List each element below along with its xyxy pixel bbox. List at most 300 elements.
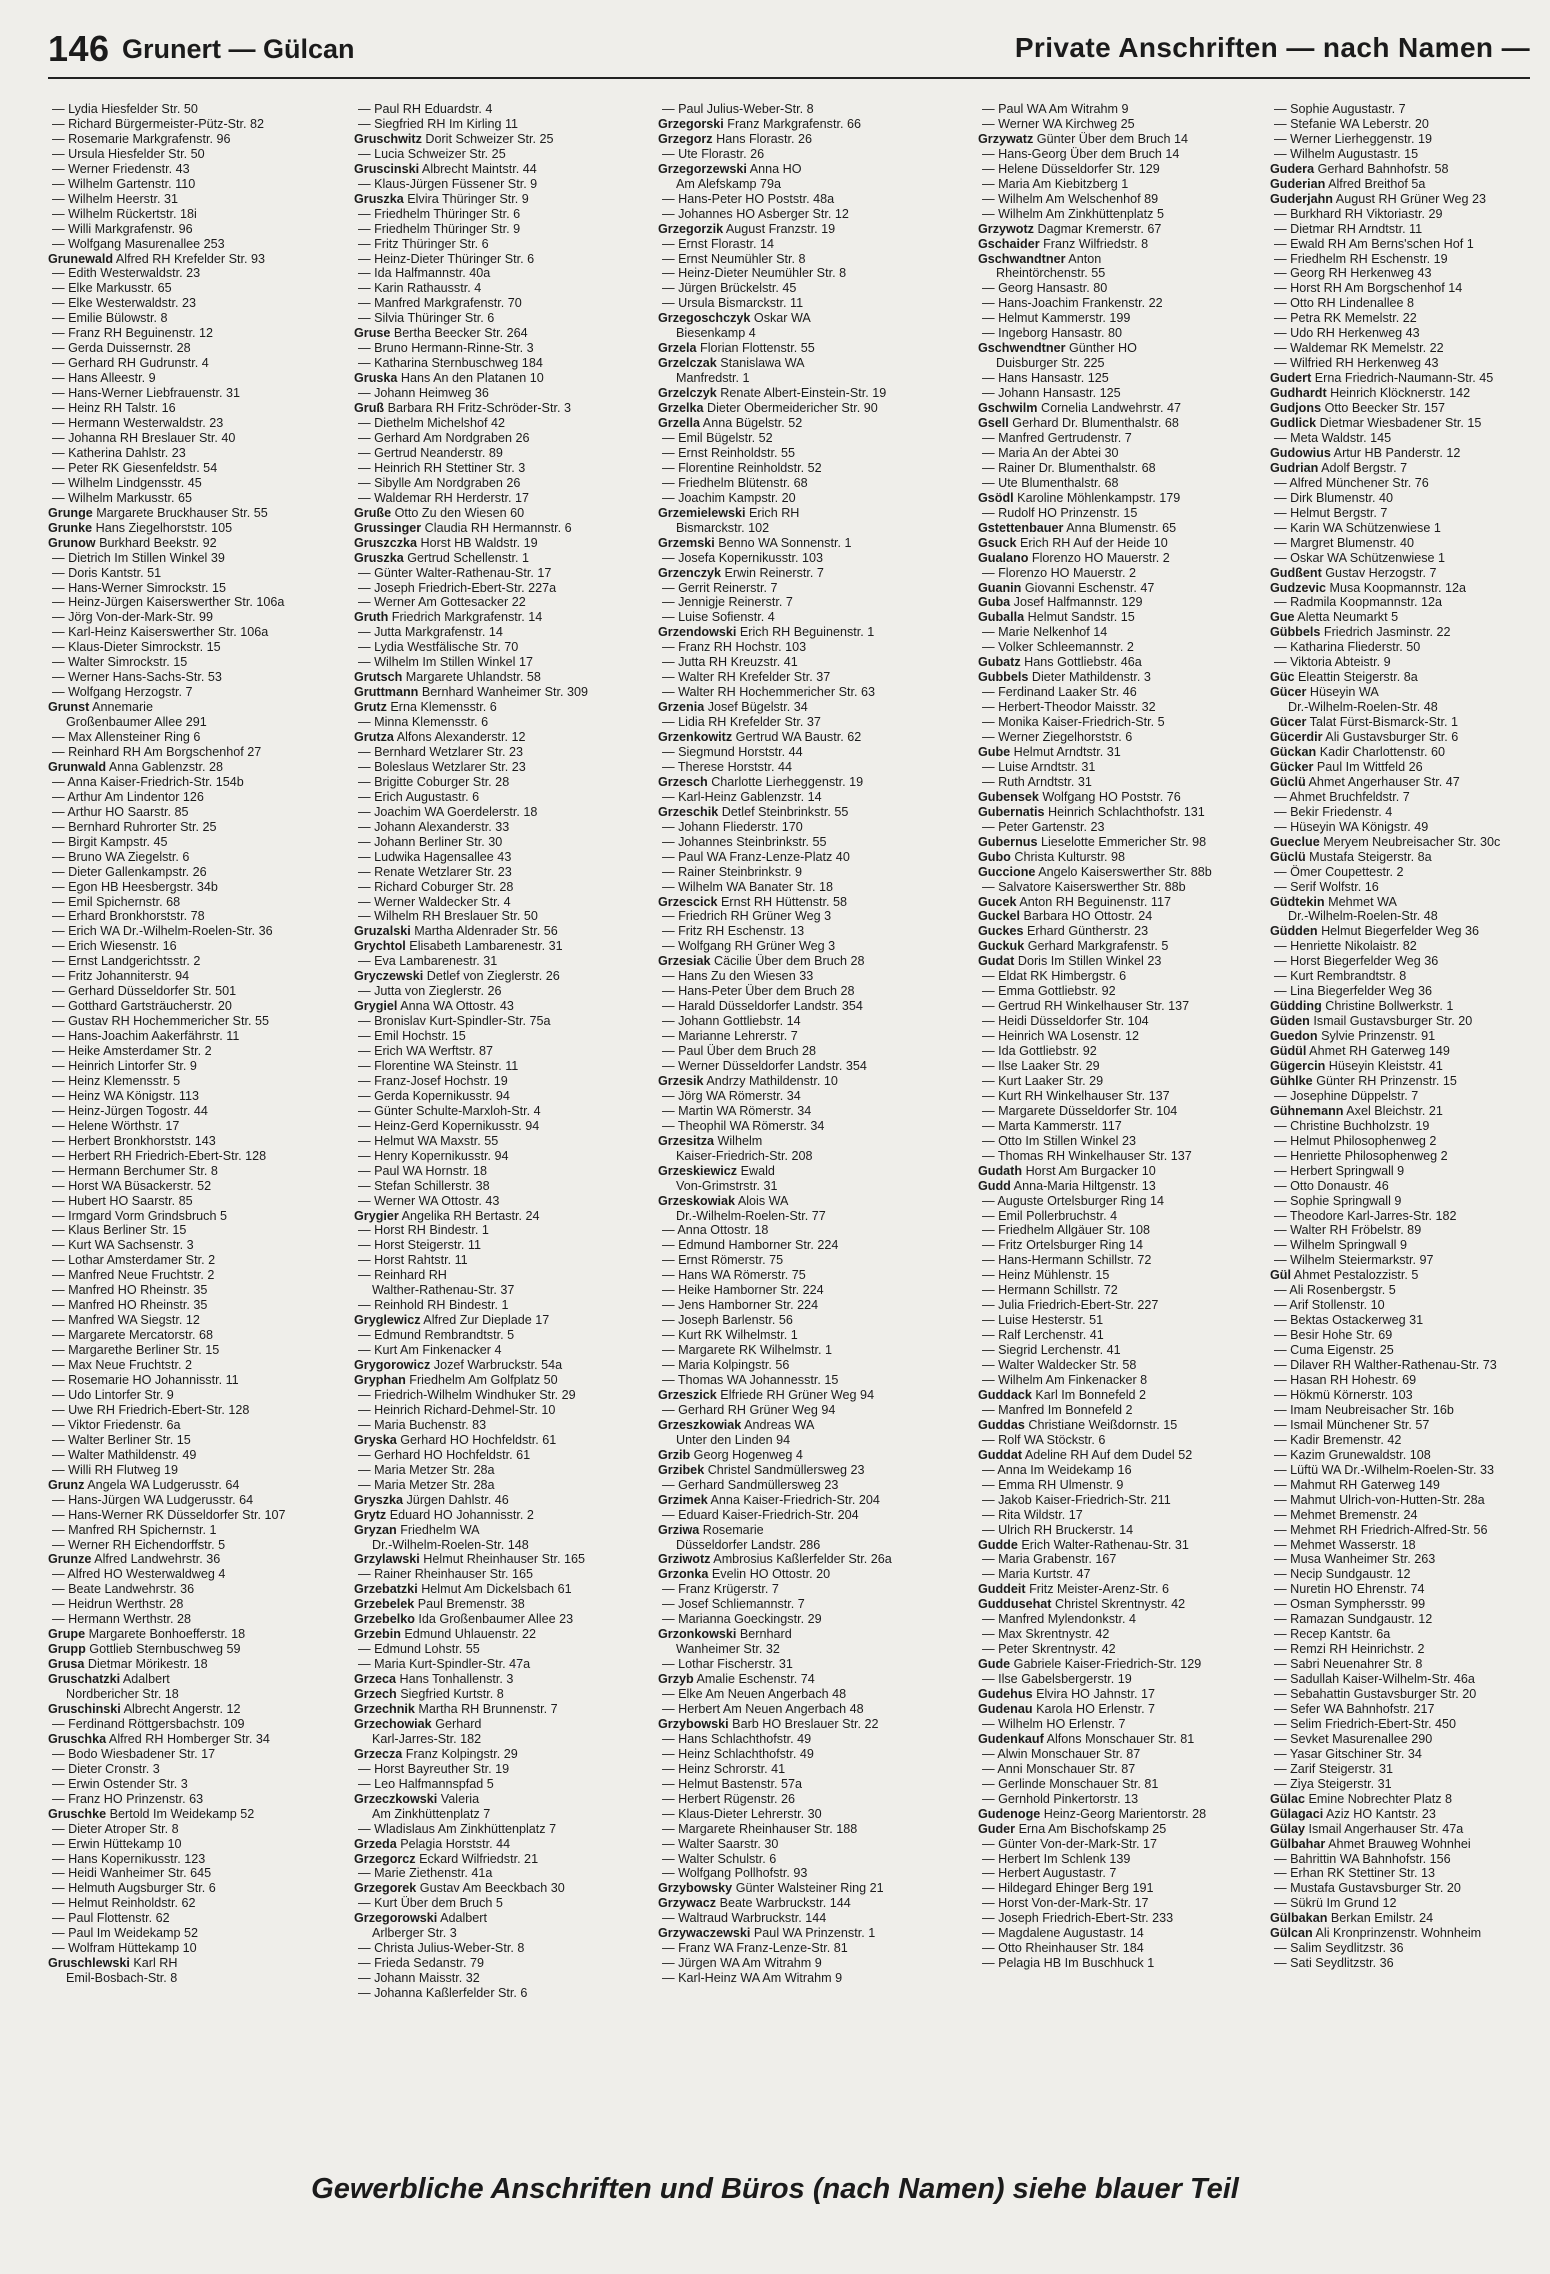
surname: Gucek (978, 894, 1017, 909)
surname: Gücerdir (1270, 730, 1323, 745)
directory-entry: Gryczewski Detlef von Zieglerstr. 26 (354, 969, 560, 984)
directory-entry: Gülbahar Ahmet Brauweg Wohnhei (1270, 1836, 1471, 1851)
directory-entry: — Paul Julius-Weber-Str. 8 (662, 102, 814, 116)
directory-entry: — Kurt WA Sachsenstr. 3 (52, 1238, 194, 1253)
directory-entry: — Kurt Rembrandtstr. 8 (1274, 969, 1407, 984)
surname: Grupp (48, 1642, 86, 1657)
directory-entry: Grunewald Alfred RH Krefelder Str. 93 (48, 251, 265, 266)
directory-entry: — Richard Coburger Str. 28 (358, 879, 514, 894)
directory-entry: Guckes Erhard Güntherstr. 23 (978, 924, 1149, 939)
directory-entry: — Fritz Johanniterstr. 94 (52, 969, 190, 984)
directory-entry: — Gustav RH Hochemmericher Str. 55 (52, 1014, 269, 1029)
directory-entry: Grzenkowitz Gertrud WA Baustr. 62 (658, 730, 862, 745)
directory-entry: — Johanna RH Breslauer Str. 40 (52, 430, 236, 445)
directory-entry: — Wilhelm Heerstr. 31 (52, 191, 178, 206)
surname: Guba (978, 595, 1011, 610)
directory-entry: — Boleslaus Wetzlarer Str. 23 (358, 759, 526, 774)
directory-entry: Grzonka Evelin HO Ottostr. 20 (658, 1567, 831, 1582)
directory-entry: — Remzi RH Heinrichstr. 2 (1274, 1642, 1425, 1657)
directory-entry: Guddusehat Christel Skrentnystr. 42 (978, 1597, 1186, 1612)
directory-entry: — Bodo Wiesbadener Str. 17 (52, 1746, 216, 1761)
directory-entry: — Heike Hamborner Str. 224 (662, 1283, 824, 1298)
surname: Gruschwitz (354, 131, 422, 146)
directory-entry: — Erwin Hüttekamp 10 (52, 1836, 182, 1851)
directory-entry: Grutza Alfons Alexanderstr. 12 (354, 730, 526, 745)
directory-entry: Grzelka Dieter Obermeidericher Str. 90 (658, 401, 878, 416)
directory-entry: Gücer Talat Fürst-Bismarck-Str. 1 (1270, 715, 1459, 730)
directory-entry: Großenbaumer Allee 291 (66, 715, 207, 730)
directory-entry: Grzegorski Franz Markgrafenstr. 66 (658, 116, 861, 131)
directory-entry: — Alfred Münchener Str. 76 (1274, 475, 1429, 490)
surname: Grzelczak (658, 356, 717, 371)
directory-entry: — Horst RH Am Borgschenhof 14 (1274, 281, 1463, 296)
directory-entry: — Katharina Fliederstr. 50 (1274, 640, 1421, 655)
directory-entry: — Lydia Westfälische Str. 70 (358, 640, 519, 655)
directory-entry: — Josef Schliemannstr. 7 (662, 1597, 805, 1612)
directory-entry: Grzimek Anna Kaiser-Friedrich-Str. 204 (658, 1492, 880, 1507)
surname: Gsell (978, 416, 1009, 431)
directory-entry: — Heinrich Lintorfer Str. 9 (52, 1059, 197, 1073)
directory-column-1 (48, 102, 358, 2157)
directory-entry: — Luise Arndtstr. 31 (982, 759, 1096, 774)
directory-entry: Gryglewicz Alfred Zur Dieplade 17 (354, 1313, 550, 1328)
surname: Grzechowiak (354, 1716, 432, 1731)
surname: Grzybowsky (658, 1881, 733, 1896)
directory-entry: — Wilhelm Am Welschenhof 89 (982, 191, 1159, 206)
directory-entry: — Rudolf HO Prinzenstr. 15 (982, 505, 1138, 520)
directory-entry: Grziwotz Ambrosius Kaßlerfelder Str. 26a (658, 1552, 892, 1567)
directory-entry: — Margarete Düsseldorfer Str. 104 (982, 1103, 1178, 1118)
directory-entry: Gruschke Bertold Im Weidekamp 52 (48, 1806, 255, 1821)
directory-entry: — Franz-Josef Hochstr. 19 (358, 1073, 508, 1088)
surname: Guccione (978, 864, 1036, 879)
surname: Gudhardt (1270, 386, 1327, 401)
directory-entry: Grzeschik Detlef Steinbrinkstr. 55 (658, 804, 849, 819)
directory-entry: — Joseph Barlenstr. 56 (662, 1313, 793, 1328)
directory-entry: — Thomas RH Winkelhauser Str. 137 (982, 1148, 1192, 1163)
directory-entry: Dr.-Wilhelm-Roelen-Str. 48 (1288, 700, 1438, 715)
directory-entry: Grunz Angela WA Ludgerusstr. 64 (48, 1477, 240, 1492)
directory-entry: — Hans-Hermann Schillstr. 72 (982, 1253, 1152, 1268)
directory-entry: Guckel Barbara HO Ottostr. 24 (978, 909, 1153, 924)
directory-entry: — Günter Walter-Rathenau-Str. 17 (358, 565, 552, 580)
directory-entry: — Sophie Springwall 9 (1274, 1193, 1402, 1208)
surname: Grzegorski (658, 116, 724, 131)
directory-entry: Grzela Florian Flottenstr. 55 (658, 341, 815, 356)
surname: Grusa (48, 1657, 85, 1672)
directory-entry: — Fritz RH Eschenstr. 13 (662, 924, 805, 939)
directory-entry: Gualano Florenzo HO Mauerstr. 2 (978, 550, 1170, 565)
directory-entry: — Heinz RH Talstr. 16 (52, 401, 176, 416)
directory-entry: — Kazim Grunewaldstr. 108 (1274, 1447, 1431, 1462)
directory-entry: — Gerhard RH Gudrunstr. 4 (52, 356, 209, 371)
surname: Grzeca (354, 1672, 397, 1687)
directory-entry: Gülbakan Berkan Emilstr. 24 (1270, 1911, 1434, 1926)
directory-entry: — Marianna Goeckingstr. 29 (662, 1612, 822, 1627)
directory-entry: Gücker Paul Im Wittfeld 26 (1270, 759, 1423, 774)
directory-entry: — Sükrü Im Grund 12 (1274, 1896, 1397, 1911)
surname: Grzescick (658, 894, 718, 909)
directory-entry: Grzenia Josef Bügelstr. 34 (658, 700, 808, 715)
directory-entry: — Frieda Sedanstr. 79 (358, 1956, 485, 1971)
directory-entry: — Joseph Friedrich-Ebert-Str. 233 (982, 1911, 1174, 1926)
directory-entry: Gschwilm Cornelia Landwehrstr. 47 (978, 401, 1182, 416)
directory-entry: — Magdalene Augustastr. 14 (982, 1926, 1144, 1941)
surname: Gryczewski (354, 969, 424, 984)
directory-entry: Grzybowsky Günter Walsteiner Ring 21 (658, 1881, 884, 1896)
directory-entry: — Franz HO Prinzenstr. 63 (52, 1791, 204, 1806)
directory-entry: — Herbert Augustastr. 7 (982, 1866, 1117, 1881)
directory-column-5 (1270, 102, 1526, 2157)
directory-entry: — Karin Rathausstr. 4 (358, 281, 482, 296)
surname: Gruschke (48, 1806, 107, 1821)
directory-entry: Gücer Hüseyin WA (1270, 685, 1379, 700)
directory-entry: Güdden Helmut Biegerfelder Weg 36 (1270, 924, 1480, 939)
directory-entry: Grzech Siegfried Kurtstr. 8 (354, 1687, 504, 1702)
surname: Grunge (48, 505, 93, 520)
surname: Grussinger (354, 520, 422, 535)
surname: Gücer (1270, 685, 1307, 700)
surname: Gühlke (1270, 1073, 1313, 1088)
directory-entry: Guddas Christiane Weißdornstr. 15 (978, 1417, 1178, 1432)
directory-entry: — Luise Sofienstr. 4 (662, 610, 775, 625)
directory-entry: Gückan Kadir Charlottenstr. 60 (1270, 744, 1446, 759)
surname: Grzybowski (658, 1716, 729, 1731)
directory-entry: Arlberger Str. 3 (372, 1926, 457, 1941)
surname: Grzendowski (658, 625, 737, 640)
directory-entry: — Heidi Wanheimer Str. 645 (52, 1866, 212, 1881)
directory-entry: Grzesch Charlotte Lierheggenstr. 19 (658, 774, 864, 789)
surname: Gudenau (978, 1701, 1033, 1716)
directory-entry: — Elke Markusstr. 65 (52, 281, 172, 296)
surname: Grzonka (658, 1567, 709, 1582)
directory-entry: — Rolf WA Stöckstr. 6 (982, 1432, 1106, 1447)
directory-entry: — Willi Markgrafenstr. 96 (52, 221, 193, 236)
directory-entry: — Johann Hansastr. 125 (982, 386, 1121, 401)
directory-entry: — Werner Am Gottesacker 22 (358, 595, 526, 610)
surname: Grzenkowitz (658, 730, 733, 745)
directory-entry: — Paul WA Franz-Lenze-Platz 40 (662, 849, 850, 864)
directory-entry: — Hans Hansastr. 125 (982, 371, 1109, 386)
directory-entry: — Karl-Heinz Kaiserswerther Str. 106a (52, 625, 269, 640)
directory-entry: — Necip Sundgaustr. 12 (1274, 1567, 1411, 1582)
directory-entry: — Hans Zu den Wiesen 33 (662, 969, 814, 984)
directory-entry: — Sophie Augustastr. 7 (1274, 102, 1406, 116)
directory-entry: Gruzalski Martha Aldenrader Str. 56 (354, 924, 558, 939)
surname: Grunz (48, 1477, 85, 1492)
directory-entry: — Lothar Fischerstr. 31 (662, 1657, 793, 1672)
directory-entry: — Johann Berliner Str. 30 (358, 834, 503, 849)
surname: Grzegorcz (354, 1851, 416, 1866)
directory-entry: — Rita Wildstr. 17 (982, 1507, 1083, 1522)
directory-entry: — Salim Seydlitzstr. 36 (1274, 1941, 1404, 1956)
surname: Guckes (978, 924, 1024, 939)
directory-entry: — Margarete Rheinhauser Str. 188 (662, 1821, 858, 1836)
surname: Güclü (1270, 849, 1306, 864)
directory-entry: — Wilhelm Im Stillen Winkel 17 (358, 655, 533, 670)
directory-entry: — Gerrit Reinerstr. 7 (662, 580, 778, 595)
directory-entry: — Heinz Schlachthofstr. 49 (662, 1746, 814, 1761)
directory-entry: — Manfred WA Siegstr. 12 (52, 1313, 200, 1328)
directory-entry: — Kurt Am Finkenacker 4 (358, 1343, 502, 1358)
directory-entry: — Florenzo HO Mauerstr. 2 (982, 565, 1136, 580)
directory-entry: — Heinz-Dieter Thüringer Str. 6 (358, 251, 535, 266)
directory-entry: Dr.-Wilhelm-Roelen-Str. 148 (372, 1537, 529, 1552)
surname: Gstettenbauer (978, 520, 1064, 535)
directory-entry: — Eva Lambarenestr. 31 (358, 954, 498, 969)
directory-entry: — Ingeborg Hansastr. 80 (982, 326, 1123, 341)
directory-entry: — Anna Kaiser-Friedrich-Str. 154b (52, 774, 244, 789)
directory-entry: — Werner Friedenstr. 43 (52, 161, 190, 176)
surname: Grzenia (658, 700, 705, 715)
directory-entry: — Erich WA Dr.-Wilhelm-Roelen-Str. 36 (52, 924, 273, 939)
directory-entry: — Hans-Werner Liebfrauenstr. 31 (52, 386, 241, 401)
surname: Gue (1270, 610, 1295, 625)
directory-entry: Gruska Hans An den Platanen 10 (354, 371, 544, 386)
directory-entry: Gruschinski Albrecht Angerstr. 12 (48, 1701, 241, 1716)
surname: Guddat (978, 1447, 1023, 1462)
directory-entry: — Rainer Rheinhauser Str. 165 (358, 1567, 534, 1582)
directory-entry: — Lydia Hiesfelder Str. 50 (52, 102, 198, 116)
surname: Gudjons (1270, 401, 1322, 416)
directory-entry: — Ewald RH Am Berns'schen Hof 1 (1274, 236, 1474, 251)
directory-entry: — Ernst Neumühler Str. 8 (662, 251, 806, 266)
directory-entry: Grzib Georg Hogenweg 4 (658, 1447, 803, 1462)
directory-entry: — Reinhard RH Am Borgschenhof 27 (52, 744, 262, 759)
directory-entry: Guderian Alfred Breithof 5a (1270, 176, 1426, 191)
surname: Gudlick (1270, 416, 1317, 431)
directory-entry: — Jens Hamborner Str. 224 (662, 1298, 819, 1313)
directory-entry: — Monika Kaiser-Friedrich-Str. 5 (982, 715, 1165, 730)
directory-entry: Gstettenbauer Anna Blumenstr. 65 (978, 520, 1177, 535)
directory-entry: — Marianne Lehrerstr. 7 (662, 1029, 798, 1044)
directory-entry: Gübbels Friedrich Jasminstr. 22 (1270, 625, 1451, 640)
directory-entry: — Jakob Kaiser-Friedrich-Str. 211 (982, 1492, 1171, 1507)
directory-entry: Am Alefskamp 79a (676, 176, 781, 191)
directory-entry: — Ulrich RH Bruckerstr. 14 (982, 1522, 1134, 1537)
directory-entry: — Joachim WA Goerdelerstr. 18 (358, 804, 538, 819)
directory-entry: — Hüseyin WA Königstr. 49 (1274, 819, 1429, 834)
directory-entry: — Petra RK Memelstr. 22 (1274, 311, 1417, 326)
directory-entry: — Imam Neubreisacher Str. 16b (1274, 1402, 1454, 1417)
directory-entry: — Wilhelm Am Finkenacker 8 (982, 1373, 1148, 1388)
directory-entry: — Hermann Werthstr. 28 (52, 1612, 192, 1627)
directory-entry: — Johann Heimweg 36 (358, 386, 489, 401)
directory-entry: — Meta Waldstr. 145 (1274, 430, 1392, 445)
directory-entry: — Heinrich RH Stettiner Str. 3 (358, 460, 526, 475)
surname: Grzegorzewski (658, 161, 747, 176)
surname: Güc (1270, 670, 1295, 685)
directory-entry: — Horst Steigerstr. 11 (358, 1238, 481, 1253)
directory-entry: — Dieter Atroper Str. 8 (52, 1821, 179, 1836)
surname: Grzib (658, 1447, 691, 1462)
directory-entry: — Christa Julius-Weber-Str. 8 (358, 1941, 525, 1956)
section-title: Private Anschriften — nach Namen — (1014, 32, 1530, 63)
directory-entry: Unter den Linden 94 (676, 1432, 791, 1447)
directory-entry: — Waltraud Warbruckstr. 144 (662, 1911, 827, 1926)
directory-entry: — Eldat RK Himbergstr. 6 (982, 969, 1127, 984)
directory-entry: Gude Gabriele Kaiser-Friedrich-Str. 129 (978, 1657, 1202, 1672)
directory-entry: Grzybowski Barb HO Breslauer Str. 22 (658, 1716, 879, 1731)
directory-entry: — Johann Fliederstr. 170 (662, 819, 803, 834)
surname: Guckuk (978, 939, 1025, 954)
directory-entry: — Willi RH Flutweg 19 (52, 1462, 178, 1477)
directory-entry: — Dietmar RH Arndtstr. 11 (1274, 221, 1423, 236)
surname: Grzebatzki (354, 1582, 418, 1597)
directory-entry: — Bruno Hermann-Rinne-Str. 3 (358, 341, 534, 356)
directory-entry: — Wolfram Hüttekamp 10 (52, 1941, 197, 1956)
directory-entry: — Anna Im Weidekamp 16 (982, 1462, 1132, 1477)
surname: Guballa (978, 610, 1025, 625)
surname: Gude (978, 1657, 1011, 1672)
surname: Gryglewicz (354, 1313, 421, 1328)
directory-entry: Gudera Gerhard Bahnhofstr. 58 (1270, 161, 1449, 176)
surname: Grzywacz (658, 1896, 717, 1911)
surname: Grutsch (354, 670, 403, 685)
directory-entry: — Werner WA Ottostr. 43 (358, 1193, 500, 1208)
directory-entry: Gudde Erich Walter-Rathenau-Str. 31 (978, 1537, 1189, 1552)
surname: Gudath (978, 1163, 1023, 1178)
directory-entry: — Wilhelm Springwall 9 (1274, 1238, 1407, 1253)
directory-column-3 (658, 102, 968, 2157)
directory-entry: Gue Aletta Neumarkt 5 (1270, 610, 1399, 625)
surname: Grzecza (354, 1746, 403, 1761)
directory-entry: Güclü Mustafa Steigerstr. 8a (1270, 849, 1432, 864)
directory-entry: Dr.-Wilhelm-Roelen-Str. 48 (1288, 909, 1438, 924)
surname: Gruscinski (354, 161, 420, 176)
directory-entry: Gueclue Meryem Neubreisacher Str. 30c (1270, 834, 1501, 849)
surname: Grytz (354, 1507, 387, 1522)
directory-entry: Güdtekin Mehmet WA (1270, 894, 1397, 909)
surname: Grygorowicz (354, 1358, 431, 1373)
directory-entry: — Ali Rosenbergstr. 5 (1274, 1283, 1396, 1298)
directory-entry: Gudowius Artur HB Panderstr. 12 (1270, 445, 1461, 460)
surname: Grygiel (354, 999, 398, 1014)
directory-entry: — Burkhard RH Viktoriastr. 29 (1274, 206, 1443, 221)
directory-entry: Grychtol Elisabeth Lambarenestr. 31 (354, 939, 563, 954)
directory-entry: Grzeszkowiak Andreas WA (658, 1417, 815, 1432)
directory-entry: Gschwandtner Anton (978, 251, 1102, 266)
directory-entry: — Helmut Kammerstr. 199 (982, 311, 1131, 326)
surname: Güdtekin (1270, 894, 1325, 909)
directory-entry: — Walter Berliner Str. 15 (52, 1432, 191, 1447)
directory-entry: Grusa Dietmar Mörikestr. 18 (48, 1657, 208, 1672)
surname: Grunow (48, 535, 96, 550)
directory-entry: — Lucia Schweizer Str. 25 (358, 146, 506, 161)
directory-entry: — Harald Düsseldorfer Landstr. 354 (662, 999, 863, 1014)
directory-entry: — Friedhelm Allgäuer Str. 108 (982, 1223, 1150, 1238)
directory-entry: — Franz Krügerstr. 7 (662, 1582, 779, 1597)
directory-entry: — Volker Schleemannstr. 2 (982, 640, 1134, 655)
surname: Grzebin (354, 1627, 401, 1642)
surname: Grutza (354, 730, 394, 745)
directory-entry: — Josefa Kopernikusstr. 103 (662, 550, 824, 565)
directory-entry: Guderjahn August RH Grüner Weg 23 (1270, 191, 1487, 206)
directory-entry: — Dieter Cronstr. 3 (52, 1761, 160, 1776)
directory-entry: — Paul Im Weidekamp 52 (52, 1926, 199, 1941)
surname: Grzesiak (658, 954, 711, 969)
directory-entry: Duisburger Str. 225 (996, 356, 1105, 371)
directory-entry: — Kurt Laaker Str. 29 (982, 1073, 1104, 1088)
directory-entry: — Gertrud Neanderstr. 89 (358, 445, 503, 460)
directory-entry: — Bernhard Wetzlarer Str. 23 (358, 744, 523, 759)
surname: Grzeschik (658, 804, 719, 819)
directory-entry: — Kurt RH Winkelhauser Str. 137 (982, 1088, 1170, 1103)
directory-entry: Gube Helmut Arndtstr. 31 (978, 744, 1121, 759)
directory-entry: — Margarete RK Wilhelmstr. 1 (662, 1343, 833, 1358)
directory-entry: — Ursula Hiesfelder Str. 50 (52, 146, 205, 161)
directory-entry: — Karl-Heinz WA Am Witrahm 9 (662, 1971, 843, 1986)
directory-entry: Güclü Ahmet Angerhauser Str. 47 (1270, 774, 1460, 789)
directory-entry: — Heidi Düsseldorfer Str. 104 (982, 1014, 1149, 1029)
directory-entry: Nordbericher Str. 18 (66, 1687, 179, 1702)
directory-entry: — Silvia Thüringer Str. 6 (358, 311, 495, 326)
directory-entry: Grytz Eduard HO Johannisstr. 2 (354, 1507, 534, 1522)
directory-entry: — Emilie Bülowstr. 8 (52, 311, 168, 326)
directory-entry: Gubensek Wolfgang HO Poststr. 76 (978, 789, 1181, 804)
directory-entry: Grzelczak Stanislawa WA (658, 356, 805, 371)
surname: Guanin (978, 580, 1022, 595)
directory-entry: — Herbert Springwall 9 (1274, 1163, 1405, 1178)
directory-entry: — Emil Spichernstr. 68 (52, 894, 181, 909)
directory-entry: — Ludwika Hagensallee 43 (358, 849, 512, 864)
directory-entry: — Sevket Masurenallee 290 (1274, 1731, 1433, 1746)
surname: Gudowius (1270, 445, 1331, 460)
surname: Gudehus (978, 1687, 1033, 1702)
directory-entry: — Franz WA Franz-Lenze-Str. 81 (662, 1941, 848, 1956)
surname: Gruß (354, 401, 385, 416)
directory-entry: — Henriette Philosophenweg 2 (1274, 1148, 1448, 1163)
directory-entry: — Klaus-Dieter Lehrerstr. 30 (662, 1806, 822, 1821)
directory-entry: — Mahmut RH Gaterweg 149 (1274, 1477, 1440, 1492)
directory-entry: — Horst Biegerfelder Weg 36 (1274, 954, 1439, 969)
directory-entry: — Dilaver RH Walther-Rathenau-Str. 73 (1274, 1358, 1497, 1373)
directory-entry: — Siegmund Horststr. 44 (662, 744, 803, 759)
directory-entry: Gruß Barbara RH Fritz-Schröder-Str. 3 (354, 401, 571, 416)
directory-entry: — Josephine Düppelstr. 7 (1274, 1088, 1419, 1103)
directory-entry: — Georg RH Herkenweg 43 (1274, 266, 1432, 281)
directory-entry: Gücerdir Ali Gustavsburger Str. 6 (1270, 730, 1459, 745)
directory-entry: — Maria Am Kiebitzberg 1 (982, 176, 1129, 191)
directory-entry: Am Zinkhüttenplatz 7 (372, 1806, 491, 1821)
directory-entry: — Stefanie WA Leberstr. 20 (1274, 116, 1429, 131)
surname: Gruszka (354, 191, 404, 206)
directory-entry: Gryphan Friedhelm Am Golfplatz 50 (354, 1373, 558, 1388)
directory-entry: — Wolfgang Masurenallee 253 (52, 236, 225, 251)
directory-entry: — Elke Am Neuen Angerbach 48 (662, 1687, 847, 1702)
directory-entry: — Franz RH Beguinenstr. 12 (52, 326, 213, 341)
surname: Gülay (1270, 1821, 1305, 1836)
directory-entry: — Günter Von-der-Mark-Str. 17 (982, 1836, 1157, 1851)
directory-entry: — Rosemarie HO Johannisstr. 11 (52, 1373, 239, 1388)
directory-entry: Gruttmann Bernhard Wanheimer Str. 309 (354, 685, 589, 700)
directory-entry: — Helmut WA Maxstr. 55 (358, 1133, 499, 1148)
surname: Grzeskowiak (658, 1193, 736, 1208)
directory-entry: — Walter Schulstr. 6 (662, 1851, 777, 1866)
directory-entry: Grzegorz Hans Florastr. 26 (658, 131, 812, 146)
directory-entry: — Uwe RH Friedrich-Ebert-Str. 128 (52, 1402, 250, 1417)
surname: Grzywotz (978, 221, 1034, 236)
directory-entry: — Walter RH Hochemmericher Str. 63 (662, 685, 875, 700)
directory-entry: — Helene Düsseldorfer Str. 129 (982, 161, 1160, 176)
directory-entry: — Herbert RH Friedrich-Ebert-Str. 128 (52, 1148, 267, 1163)
surname: Grzeskiewicz (658, 1163, 738, 1178)
directory-entry: — Reinhold RH Bindestr. 1 (358, 1298, 509, 1313)
directory-entry: — Werner Ziegelhorststr. 6 (982, 730, 1133, 745)
surname: Grzebelek (354, 1597, 415, 1612)
directory-entry: Guddeit Fritz Meister-Arenz-Str. 6 (978, 1582, 1170, 1597)
directory-entry: — Emma RH Ulmenstr. 9 (982, 1477, 1124, 1492)
